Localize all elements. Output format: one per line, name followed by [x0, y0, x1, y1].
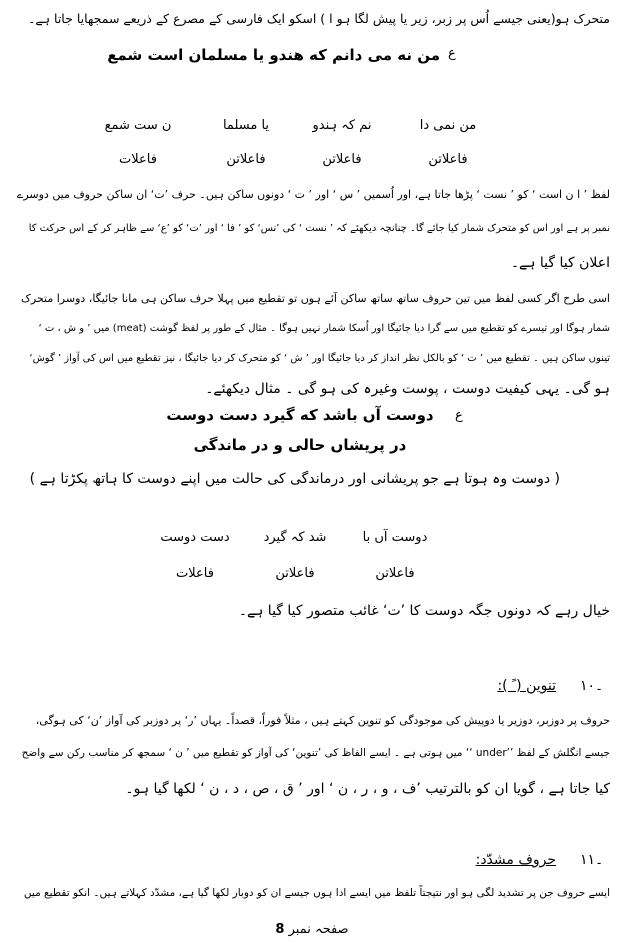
paragraph-line: ہو گی۔ یہی کیفیت دوست ، پوست وغیرہ کی ہو گی ۔ مثال دیکھئے۔	[205, 381, 610, 397]
persian-verse-2-line-2: در پریشاں حالی و در ماندگی	[193, 436, 407, 454]
meter-foot: فاعلات	[176, 566, 214, 581]
meter-foot: فاعلاتن	[322, 152, 362, 167]
section-number: ۱۱۔	[580, 852, 604, 868]
page-label: صفحہ نمبر	[288, 922, 349, 937]
paragraph-line: اسی طرح اگر کسی لفظ میں تین حروف ساتھ ساتھ ساکن آئے ہوں تو تقطیع میں پہلا حرف ساکن ہی مانا جائیگا، دوسرا متحرک	[21, 292, 610, 305]
scansion-segment: دست دوست	[160, 530, 230, 545]
section-number: ۱۰۔	[580, 678, 604, 694]
paragraph-line: تینوں ساکن ہیں ۔ تقطیع میں ’ ت ‘ کو بالکل نظر انداز کر دیا جائیگا اور ’ ش ‘ کو متحرک کر دیا جائیگا ، نیز تقطیع میں اس کی آواز ’ گوش‘	[29, 353, 610, 364]
verse-marker: ع	[455, 408, 463, 423]
paragraph-line: کیا جاتا ہے ، گویا ان کو بالترتیب ’ف ، و ، ر ، ن ‘ اور ’ ق ، ص ، د ، ن ‘ لکھا گیا ہو۔	[125, 781, 610, 797]
scansion-segment: دوست آں با	[362, 530, 428, 545]
meter-foot: فاعلاتن	[375, 566, 415, 581]
paragraph-line: نمبر پر ہے اور اس کو متحرک شمار کیا جائے گا۔ چنانچہ دیکھئے کہ ’ نست ‘ کی ’نس‘ کو ’ فا ‘ اور ’ت‘ کو ’ع‘ سے ظاہر کر کے اس حرکت کا	[28, 223, 610, 234]
paragraph-line: ایسے حروف جن پر تشدید لگی ہو اور نتیجتاً تلفظ میں ایسے ادا ہوں جیسے ان کو دوبار لکھا گیا ہے، مشدّد کہلاتے ہیں۔ انکو تقطیع میں	[23, 887, 610, 899]
page-number: 8	[275, 922, 285, 937]
note-line: خیال رہے کہ دونوں جگہ دوست کا ’ت‘ غائب متصور کیا گیا ہے۔	[238, 603, 610, 619]
meter-foot: فاعلاتن	[275, 566, 315, 581]
scansion-segment: نم کہ ہندو	[312, 118, 372, 133]
scansion-segment: یا مسلما	[222, 118, 270, 133]
paragraph-line: جیسے انگلش کے لفظ ’’under ‘‘ میں ہوتی ہے ۔ ایسے الفاظ کی ’تنوین‘ کی آواز کو تقطیع میں ’ ن ‘ سمجھ کر مناسب رکن سے واضح	[21, 747, 610, 759]
scansion-segment: ن ست شمع	[104, 118, 172, 133]
persian-verse-2-line-1: دوست آں باشد که گیرد دست دوست	[166, 406, 434, 424]
scansion-segment: شد کہ گیرد	[263, 530, 327, 545]
paragraph-line: لفظ ’ ا ن است ‘ کو ’ نست ‘ پڑھا جاتا ہے، اور اُسمیں ’ س ‘ اور ’ ت ‘ دونوں ساکن ہیں۔ حرف ’ت‘ ان ساکن حروف میں دوسرے	[16, 188, 610, 201]
section-heading: حروف مشدّد:	[475, 852, 556, 868]
meter-foot: فاعلات	[119, 152, 157, 167]
scansion-segment: من نمی دا	[419, 118, 477, 133]
paragraph-line: اعلان کیا گیا ہے۔	[510, 255, 610, 271]
paragraph-line: حروف پر دوزبر، دوزیر یا دوپیش کی موجودگی کو تنوین کہتے ہیں ، مثلاً فوراً، قصداً۔ یہاں ’ر‘ پر دوزبر کی آواز ’ن‘ کی ہوگی،	[35, 714, 610, 727]
persian-verse-1: من نه می دانم که هندو یا مسلمان است شمع	[107, 46, 440, 64]
paragraph-line: شمار ہوگا اور تیسرے کو تقطیع میں سے گرا دیا جائیگا اور اُسکا شمار نہیں ہوگا ۔ مثال کے طور پر لفظ گوشت (meat) میں ’ و ش ، ت ‘	[38, 323, 610, 334]
section-heading: تنوین ( ً ):	[497, 678, 556, 694]
verse-translation: ( دوست وہ ہوتا ہے جو پریشانی اور درماندگی کی حالت میں اپنے دوست کا ہاتھ پکڑتا ہے )	[29, 471, 560, 487]
page-footer	[0, 922, 624, 937]
verse-marker: ع	[448, 46, 456, 61]
intro-line: متحرک ہو(یعنی جیسے اُس پر زبر، زیر یا پیش لگا ہو ا ) اسکو ایک فارسی کے مصرع کے ذریعے سمجھایا جاتا ہے۔	[28, 11, 610, 26]
meter-foot: فاعلاتن	[428, 152, 468, 167]
meter-foot: فاعلاتن	[226, 152, 266, 167]
